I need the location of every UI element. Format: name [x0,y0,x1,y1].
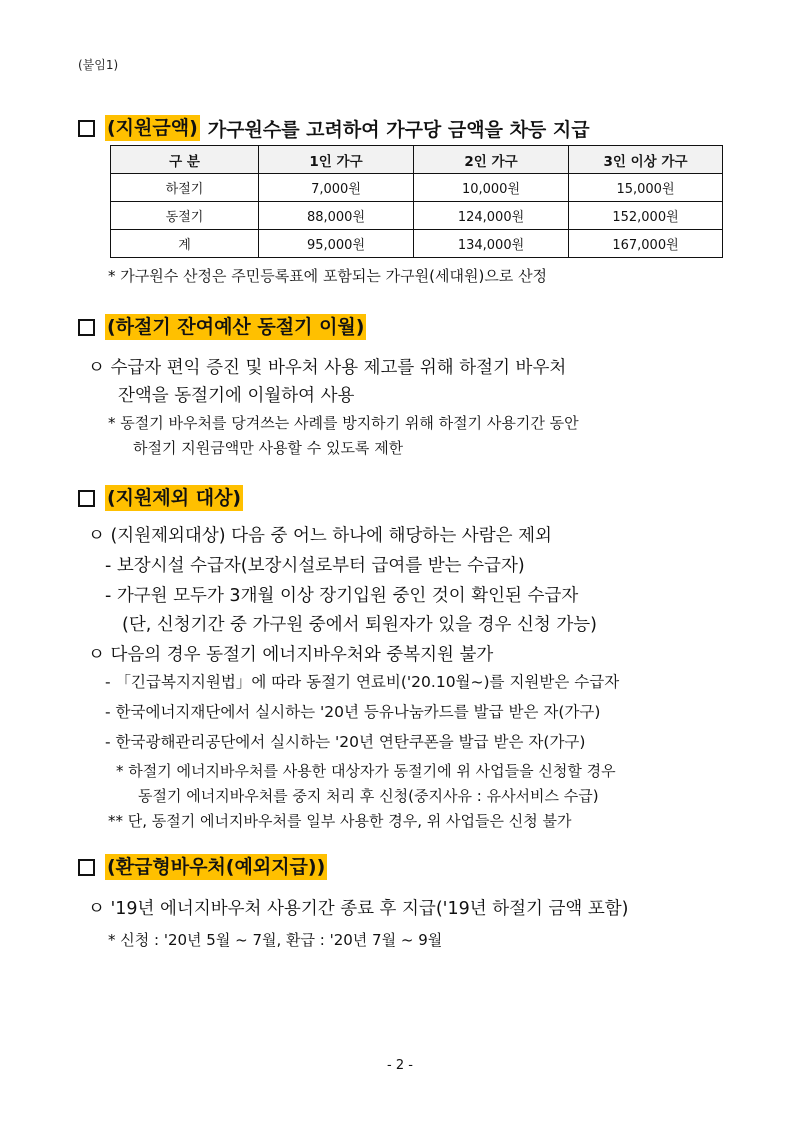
duplicate-item-kerosene-card: - 한국에너지재단에서 실시하는 '20년 등유나눔카드를 발급 받은 자(가구) [105,703,601,721]
table-row [111,202,723,230]
section-support-amount-heading [78,113,590,143]
table-cell: 95,000원 [259,230,414,258]
table-cell: 15,000원 [569,174,723,202]
table-header-cell: 3인 이상 가구 [569,146,723,174]
table-header-cell: 2인 가구 [414,146,569,174]
page-number: - 2 - [387,1058,413,1073]
exclusion-bullet: ㅇ (지원제외대상) 다음 중 어느 하나에 해당하는 사람은 제외 [88,526,552,546]
exclusion-item-facility: - 보장시설 수급자(보장시설로부터 급여를 받는 수급자) [105,556,525,576]
table-header-cell: 1인 가구 [259,146,414,174]
table-cell: 88,000원 [259,202,414,230]
table-cell: 134,000원 [414,230,569,258]
table-cell: 10,000원 [414,174,569,202]
checkbox-square-icon [78,120,95,137]
table-row [111,230,723,258]
refund-schedule-note: * 신청 : '20년 5월 ~ 7월, 환급 : '20년 7월 ~ 9월 [108,931,443,949]
refund-bullet: ㅇ '19년 에너지바우처 사용기간 종료 후 지급('19년 하절기 금액 포함) [88,899,629,919]
table-cell: 계 [111,230,259,258]
table-cell: 167,000원 [569,230,723,258]
exclusion-item-hospitalized-continued: (단, 신청기간 중 가구원 중에서 퇴원자가 있을 경우 신청 가능) [122,615,598,635]
carryover-bullet-continued: 잔액을 동절기에 이월하여 사용 [118,386,355,406]
carryover-note: * 동절기 바우처를 당겨쓰는 사례를 방지하기 위해 하절기 사용기간 동안 [108,414,579,432]
checkbox-square-icon [78,319,95,336]
section-title-highlight: (하절기 잔여예산 동절기 이월) [107,316,365,338]
household-count-note: * 가구원수 산정은 주민등록표에 포함되는 가구원(세대원)으로 산정 [108,267,548,285]
section-title-highlight: (환급형바우처(예외지급)) [107,856,326,878]
carryover-bullet: ㅇ 수급자 편익 증진 및 바우처 사용 제고를 위해 하절기 바우처 [88,358,567,378]
support-amount-table [110,145,723,258]
exclusion-item-hospitalized: - 가구원 모두가 3개월 이상 장기입원 중인 것이 확인된 수급자 [105,586,579,606]
partial-use-note: ** 단, 동절기 에너지바우처를 일부 사용한 경우, 위 사업들은 신청 불가 [108,812,572,830]
duplicate-item-emergency-welfare: - 「긴급복지지원법」에 따라 동절기 연료비('20.10월~)를 지원받은 수급자 [105,673,620,691]
section-title-highlight: (지원제외 대상) [107,487,242,509]
carryover-note-continued: 하절기 지원금액만 사용할 수 있도록 제한 [133,439,404,457]
section-refund-voucher-heading [78,852,327,882]
table-cell: 동절기 [111,202,259,230]
section-title-text: 가구원수를 고려하여 가구당 금액을 차등 지급 [207,118,590,141]
duplicate-note: * 하절기 에너지바우처를 사용한 대상자가 동절기에 위 사업들을 신청할 경우 [116,762,616,780]
duplicate-note-continued: 동절기 에너지바우처를 중지 처리 후 신청(중지사유 : 유사서비스 수급) [138,787,599,805]
section-exclusion-heading [78,483,243,513]
checkbox-square-icon [78,490,95,507]
table-cell: 152,000원 [569,202,723,230]
section-title-highlight: (지원금액) [107,117,198,139]
table-row [111,174,723,202]
table-cell: 124,000원 [414,202,569,230]
duplicate-support-bullet: ㅇ 다음의 경우 동절기 에너지바우처와 중복지원 불가 [88,645,494,665]
table-cell: 하절기 [111,174,259,202]
table-header-cell: 구 분 [111,146,259,174]
table-cell: 7,000원 [259,174,414,202]
attachment-label: (붙임1) [78,58,119,72]
duplicate-item-briquette-coupon: - 한국광해관리공단에서 실시하는 '20년 연탄쿠폰을 발급 받은 자(가구) [105,733,586,751]
checkbox-square-icon [78,859,95,876]
table-header-row [111,146,723,174]
section-carryover-heading [78,312,366,342]
